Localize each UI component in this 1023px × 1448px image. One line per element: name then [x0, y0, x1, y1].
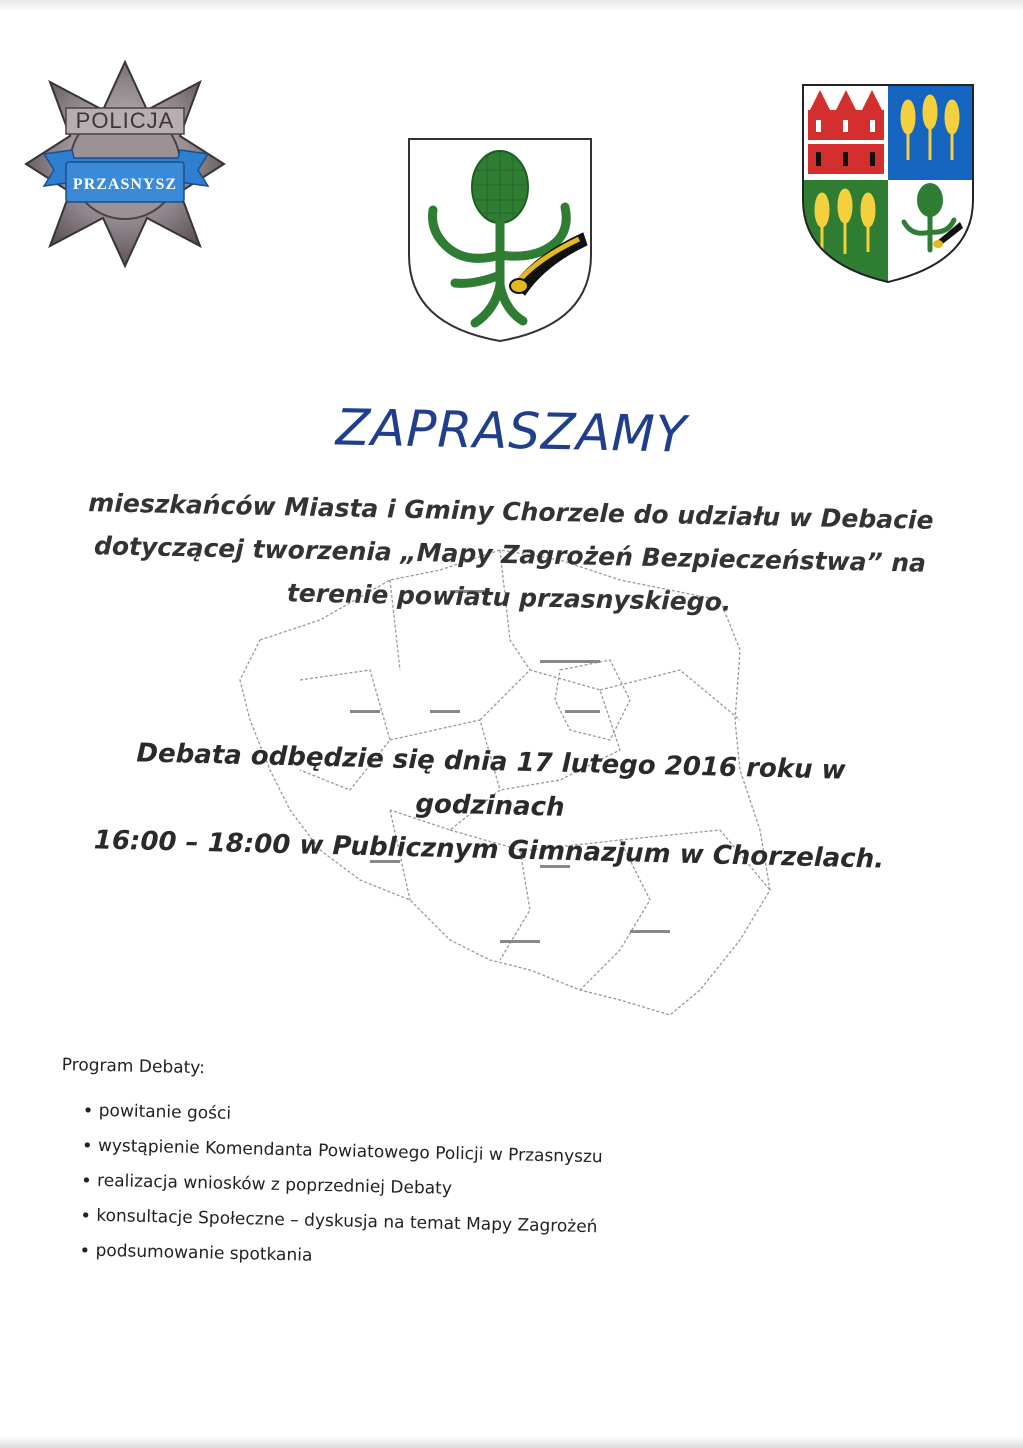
event-line-1: Debata odbędzie się dnia 17 lutego 2016 roku w godzinach: [136, 738, 847, 823]
chorzele-crest: [405, 135, 595, 345]
svg-text:POLICJA: POLICJA: [75, 108, 175, 133]
headline: ZAPRASZAMY: [335, 398, 688, 464]
list-item: • podsumowanie spotkania: [79, 1233, 758, 1283]
program-list: [57, 1093, 761, 1284]
event-details: [59, 730, 922, 883]
invitation-text: [59, 481, 962, 629]
invitation-line-1: mieszkańców Miasta i Gminy Chorzele do udziału w Debacie: [88, 488, 934, 535]
list-item: • konsultacje Społeczne – dyskusja na temat Mapy Zagrożeń: [80, 1198, 759, 1248]
svg-text:PRZASNYSZ: PRZASNYSZ: [72, 176, 178, 193]
invitation-line-3: terenie powiatu przasnyskiego.: [286, 578, 732, 617]
list-item: • wystąpienie Komendanta Powiatowego Policji w Przasnyszu: [82, 1128, 761, 1178]
program-section: [57, 1055, 762, 1284]
scan-edge-top: [0, 0, 1023, 12]
list-item: • realizacja wniosków z poprzedniej Debaty: [81, 1163, 760, 1213]
list-item: • powitanie gości: [82, 1093, 761, 1143]
police-badge-logo: [22, 58, 228, 270]
invitation-line-2: dotyczącej tworzenia „Mapy Zagrożeń Bezpieczeństwa” na: [93, 531, 927, 578]
event-line-2: 16:00 – 18:00 w Publicznym Gimnazjum w Chorzelach.: [93, 825, 885, 875]
gmina-crest: [800, 82, 976, 286]
scan-edge-bottom: [0, 1436, 1023, 1448]
program-title: Program Debaty:: [61, 1055, 206, 1079]
